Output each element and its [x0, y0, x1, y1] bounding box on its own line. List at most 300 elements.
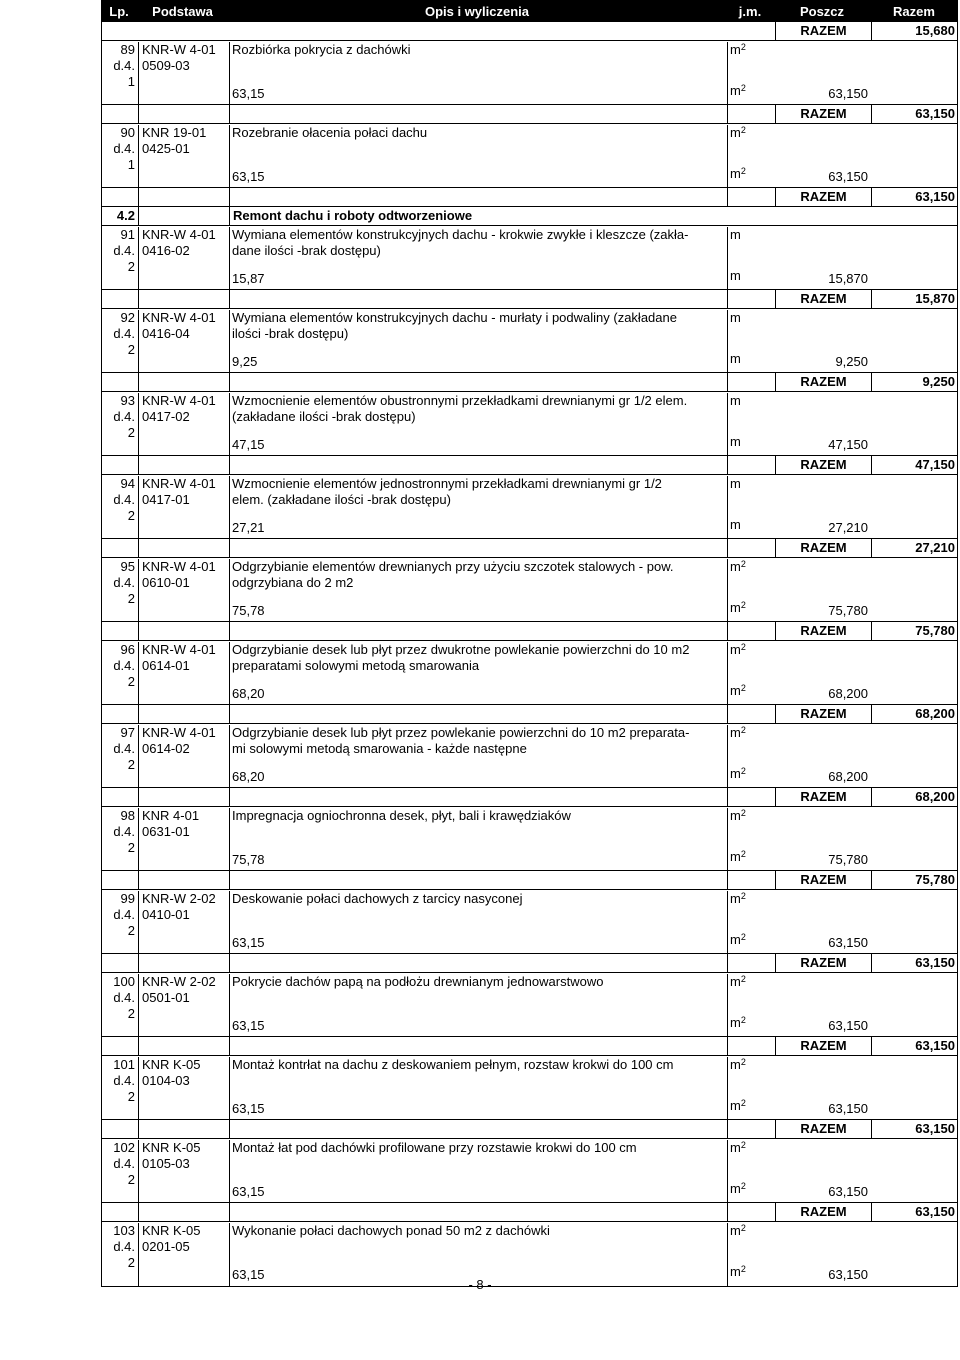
qty-spacer-1 — [102, 1015, 138, 1037]
table-row — [102, 642, 957, 724]
unit-text: m — [730, 974, 741, 989]
description-line-1: Pokrycie dachów papą na podłożu drewnianym jednowarstwowo — [232, 974, 604, 989]
row-total — [102, 1036, 957, 1055]
calculation-unit-superscript: 2 — [740, 83, 746, 93]
row-total — [102, 1202, 957, 1221]
unit-text: m — [730, 1140, 741, 1155]
table-row — [102, 125, 957, 207]
razem-value: 75,780 — [871, 622, 959, 640]
calculation-unit — [727, 1181, 775, 1203]
razem-spacer — [102, 954, 775, 972]
row-total — [102, 1119, 957, 1138]
row-number-sub: d.4. — [113, 741, 135, 756]
calculation-unit-text: m — [730, 1181, 741, 1196]
poszcz-value: 63,150 — [828, 169, 868, 184]
row-number-sub: d.4. — [113, 492, 135, 507]
razem-value: 15,680 — [871, 22, 959, 40]
basis-code-1: KNR-W 4-01 — [142, 310, 216, 325]
qty-spacer-2 — [138, 1181, 229, 1203]
qty-spacer-3 — [871, 1015, 959, 1037]
razem-label: RAZEM — [775, 1037, 871, 1055]
calculation-unit — [727, 83, 775, 105]
row-number-main: 93 — [120, 393, 135, 408]
row-number-main: 96 — [120, 642, 135, 657]
basis-code-2: 0105-03 — [142, 1156, 190, 1171]
calculation-value: 47,15 — [232, 437, 265, 452]
table-row — [102, 808, 957, 890]
calculation-row — [102, 83, 957, 105]
razem-spacer — [102, 705, 775, 723]
calculation-value: 63,15 — [232, 935, 265, 950]
description-line-1: Odgrzybianie desek lub płyt przez dwukrotne powlekanie powierzchni do 10 m2 — [232, 642, 690, 657]
qty-spacer-2 — [138, 1098, 229, 1120]
razem-spacer — [102, 871, 775, 889]
page-number: - 8 - — [468, 1277, 492, 1292]
row-main — [102, 559, 957, 606]
unit-text: m — [730, 642, 741, 657]
row-number-sub: d.4. — [113, 1156, 135, 1171]
header-lp: Lp. — [109, 3, 129, 19]
basis-code-2: 0614-02 — [142, 741, 190, 756]
qty-spacer-1 — [102, 1181, 138, 1203]
calculation-value: 68,20 — [232, 769, 265, 784]
calculation-unit-text: m — [730, 1098, 741, 1113]
calculation-row — [102, 351, 957, 373]
row-main — [102, 1140, 957, 1187]
unit-superscript: 2 — [740, 725, 746, 735]
cost-estimate-table — [101, 0, 958, 1287]
calculation-unit-superscript: 2 — [740, 683, 746, 693]
row-total — [102, 621, 957, 640]
poszcz-value: 68,200 — [828, 686, 868, 701]
description-line-2: dane ilości -brak dostępu) — [232, 243, 381, 258]
row-number-sub: d.4. — [113, 575, 135, 590]
unit-superscript: 2 — [740, 559, 746, 569]
row-number-main: 92 — [120, 310, 135, 325]
row-main — [102, 476, 957, 523]
qty-spacer-3 — [871, 849, 959, 871]
basis-code-1: KNR-W 4-01 — [142, 42, 216, 57]
qty-spacer-1 — [102, 849, 138, 871]
unit-text: m — [730, 310, 741, 325]
calculation-unit — [727, 166, 775, 188]
row-main — [102, 227, 957, 274]
razem-label: RAZEM — [775, 1203, 871, 1221]
calculation-unit — [727, 268, 775, 290]
calculation-unit-text: m — [730, 434, 741, 449]
row-number-main: 103 — [113, 1223, 135, 1238]
razem-label: RAZEM — [775, 290, 871, 308]
qty-spacer-2 — [138, 932, 229, 954]
razem-spacer — [102, 105, 775, 123]
poszcz-value: 63,150 — [828, 1267, 868, 1282]
basis-code-2: 0614-01 — [142, 658, 190, 673]
row-number-sub2: 2 — [127, 591, 135, 606]
calculation-unit — [727, 849, 775, 871]
description-line-2: odgrzybiana do 2 m2 — [232, 575, 354, 590]
calculation-unit-text: m — [730, 268, 741, 283]
description-line-1: Rozebranie ołacenia połaci dachu — [232, 125, 428, 140]
row-number-sub2: 2 — [127, 425, 135, 440]
description-line-1: Wykonanie połaci dachowych ponad 50 m2 z dachówki — [232, 1223, 550, 1238]
basis-code-1: KNR-W 2-02 — [142, 974, 216, 989]
razem-spacer — [102, 1120, 775, 1138]
row-number-sub2: 2 — [127, 923, 135, 938]
calculation-value: 63,15 — [232, 1184, 265, 1199]
razem-value: 9,250 — [871, 373, 959, 391]
description-line-2: preparatami solowymi metodą smarowania — [232, 658, 480, 673]
qty-spacer-3 — [871, 600, 959, 622]
poszcz-value: 68,200 — [828, 769, 868, 784]
row-number-main: 97 — [120, 725, 135, 740]
unit-superscript: 2 — [740, 891, 746, 901]
header-razem: Razem — [893, 3, 935, 19]
poszcz-value: 75,780 — [828, 852, 868, 867]
razem-value: 63,150 — [871, 1037, 959, 1055]
poszcz-value: 63,150 — [828, 86, 868, 101]
header-podstawa: Podstawa — [152, 3, 213, 19]
calculation-unit-text: m — [730, 849, 741, 864]
qty-spacer-2 — [138, 600, 229, 622]
row-number-sub: d.4. — [113, 990, 135, 1005]
row-total — [102, 538, 957, 557]
razem-spacer — [102, 622, 775, 640]
row-number-sub: d.4. — [113, 1239, 135, 1254]
qty-spacer-2 — [138, 517, 229, 539]
basis-code-2: 0201-05 — [142, 1239, 190, 1254]
table-row — [102, 310, 957, 392]
qty-spacer-2 — [138, 434, 229, 456]
qty-spacer-3 — [871, 517, 959, 539]
row-main — [102, 808, 957, 855]
row-main — [102, 310, 957, 357]
row-number-sub2: 2 — [127, 342, 135, 357]
calculation-value: 63,15 — [232, 1267, 265, 1282]
description-line-1: Montaż kontrłat na dachu z deskowaniem pełnym, rozstaw krokwi do 100 cm — [232, 1057, 674, 1072]
razem-value: 63,150 — [871, 188, 959, 206]
unit-superscript: 2 — [740, 974, 746, 984]
row-number-main: 99 — [120, 891, 135, 906]
razem-label: RAZEM — [775, 105, 871, 123]
poszcz-value: 47,150 — [828, 437, 868, 452]
qty-spacer-2 — [138, 83, 229, 105]
razem-label: RAZEM — [775, 954, 871, 972]
calculation-row — [102, 683, 957, 705]
unit-text: m — [730, 476, 741, 491]
razem-spacer — [102, 1203, 775, 1221]
row-number-sub2: 2 — [127, 1089, 135, 1104]
row-number-sub: d.4. — [113, 243, 135, 258]
row-main — [102, 1057, 957, 1104]
row-total — [102, 289, 957, 308]
calculation-value: 27,21 — [232, 520, 265, 535]
table-body — [101, 22, 958, 1287]
row-main — [102, 1223, 957, 1270]
poszcz-value: 63,150 — [828, 1184, 868, 1199]
qty-spacer-1 — [102, 600, 138, 622]
unit-text: m — [730, 725, 741, 740]
razem-label: RAZEM — [775, 871, 871, 889]
row-number-sub: d.4. — [113, 141, 135, 156]
basis-code-1: KNR K-05 — [142, 1057, 201, 1072]
calculation-row — [102, 434, 957, 456]
basis-code-2: 0417-02 — [142, 409, 190, 424]
poszcz-value: 63,150 — [828, 935, 868, 950]
basis-code-1: KNR-W 2-02 — [142, 891, 216, 906]
qty-spacer-1 — [102, 683, 138, 705]
calculation-unit-superscript: 2 — [740, 1015, 746, 1025]
calculation-row — [102, 1015, 957, 1037]
calculation-unit-superscript: 2 — [740, 1264, 746, 1274]
unit-superscript: 2 — [740, 42, 746, 52]
razem-label: RAZEM — [775, 705, 871, 723]
row-number-sub2: 1 — [127, 157, 135, 172]
qty-spacer-1 — [102, 351, 138, 373]
qty-spacer-3 — [871, 268, 959, 290]
calculation-row — [102, 166, 957, 188]
calculation-unit-text: m — [730, 766, 741, 781]
row-number-main: 100 — [113, 974, 135, 989]
unit-text: m — [730, 393, 741, 408]
row-number-main: 101 — [113, 1057, 135, 1072]
unit-superscript: 2 — [740, 808, 746, 818]
calculation-value: 63,15 — [232, 1101, 265, 1116]
row-total — [102, 455, 957, 474]
calculation-unit-superscript: 2 — [740, 849, 746, 859]
calculation-unit-text: m — [730, 683, 741, 698]
basis-code-1: KNR-W 4-01 — [142, 725, 216, 740]
poszcz-value: 75,780 — [828, 603, 868, 618]
row-total — [102, 187, 957, 206]
basis-code-1: KNR K-05 — [142, 1140, 201, 1155]
qty-spacer-2 — [138, 766, 229, 788]
qty-spacer-1 — [102, 766, 138, 788]
calculation-unit-text: m — [730, 1264, 741, 1279]
unit-text: m — [730, 559, 741, 574]
description-line-1: Montaż łat pod dachówki profilowane przy rozstawie krokwi do 100 cm — [232, 1140, 637, 1155]
description-line-1: Wymiana elementów konstrukcyjnych dachu - krokwie zwykłe i kleszcze (zakła- — [232, 227, 689, 242]
table-row — [102, 42, 957, 124]
calculation-unit-text: m — [730, 166, 741, 181]
description-line-1: Deskowanie połaci dachowych z tarcicy nasyconej — [232, 891, 523, 906]
description-line-2: mi solowymi metodą smarowania - każde następne — [232, 741, 527, 756]
qty-spacer-3 — [871, 351, 959, 373]
calculation-value: 75,78 — [232, 603, 265, 618]
basis-code-2: 0416-02 — [142, 243, 190, 258]
calculation-row — [102, 1098, 957, 1120]
description-line-1: Rozbiórka pokrycia z dachówki — [232, 42, 411, 57]
qty-spacer-3 — [871, 166, 959, 188]
row-main — [102, 42, 957, 89]
basis-code-2: 0416-04 — [142, 326, 190, 341]
basis-code-2: 0410-01 — [142, 907, 190, 922]
calculation-unit — [727, 932, 775, 954]
row-number-main: 102 — [113, 1140, 135, 1155]
razem-value: 68,200 — [871, 788, 959, 806]
calculation-unit-superscript: 2 — [740, 600, 746, 610]
calculation-unit — [727, 351, 775, 373]
razem-label: RAZEM — [775, 22, 871, 40]
table-row — [102, 476, 957, 558]
row-main — [102, 725, 957, 772]
description-line-2: ilości -brak dostępu) — [232, 326, 349, 341]
calculation-value: 15,87 — [232, 271, 265, 286]
table-row — [102, 725, 957, 807]
basis-code-2: 0417-01 — [142, 492, 190, 507]
razem-label: RAZEM — [775, 622, 871, 640]
row-number-sub: d.4. — [113, 658, 135, 673]
basis-code-2: 0104-03 — [142, 1073, 190, 1088]
calculation-unit — [727, 517, 775, 539]
poszcz-value: 9,250 — [835, 354, 868, 369]
razem-value: 63,150 — [871, 1120, 959, 1138]
section-spacer — [138, 207, 229, 225]
row-number-main: 89 — [120, 42, 135, 57]
row-number-sub2: 1 — [127, 74, 135, 89]
header-opis: Opis i wyliczenia — [424, 3, 530, 19]
razem-label: RAZEM — [775, 788, 871, 806]
unit-text: m — [730, 1223, 741, 1238]
description-line-2: elem. (zakładane ilości -brak dostępu) — [232, 492, 451, 507]
razem-value: 15,870 — [871, 290, 959, 308]
description-line-1: Wymiana elementów konstrukcyjnych dachu - murłaty i podwaliny (zakładane — [232, 310, 677, 325]
row-total — [102, 372, 957, 391]
unit-text: m — [730, 808, 741, 823]
row-number-sub2: 2 — [127, 1255, 135, 1270]
basis-code-2: 0631-01 — [142, 824, 190, 839]
razem-value: 63,150 — [871, 954, 959, 972]
row-main — [102, 393, 957, 440]
row-main — [102, 891, 957, 938]
row-number-sub2: 2 — [127, 674, 135, 689]
basis-code-1: KNR 19-01 — [142, 125, 207, 140]
unit-superscript: 2 — [740, 125, 746, 135]
poszcz-value: 27,210 — [828, 520, 868, 535]
row-number-main: 98 — [120, 808, 135, 823]
razem-value: 68,200 — [871, 705, 959, 723]
table-row — [102, 1057, 957, 1139]
calculation-unit-superscript: 2 — [740, 932, 746, 942]
qty-spacer-3 — [871, 1181, 959, 1203]
row-number-main: 91 — [120, 227, 135, 242]
row-number-sub2: 2 — [127, 259, 135, 274]
calculation-row — [102, 766, 957, 788]
row-number-sub: d.4. — [113, 907, 135, 922]
razem-spacer — [102, 290, 775, 308]
row-number-sub: d.4. — [113, 326, 135, 341]
row-number-sub: d.4. — [113, 824, 135, 839]
table-row — [102, 1140, 957, 1222]
razem-label: RAZEM — [775, 373, 871, 391]
qty-spacer-3 — [871, 932, 959, 954]
table-row — [102, 227, 957, 309]
razem-label: RAZEM — [775, 1120, 871, 1138]
row-total — [102, 953, 957, 972]
qty-spacer-2 — [138, 166, 229, 188]
qty-spacer-1 — [102, 434, 138, 456]
basis-code-1: KNR-W 4-01 — [142, 393, 216, 408]
row-total — [102, 870, 957, 889]
qty-spacer-2 — [138, 351, 229, 373]
row-number-sub2: 2 — [127, 1172, 135, 1187]
calculation-unit-superscript: 2 — [740, 1098, 746, 1108]
calculation-value: 9,25 — [232, 354, 258, 369]
description-line-1: Wzmocnienie elementów obustronnymi przekładkami drewnianymi gr 1/2 elem. — [232, 393, 688, 408]
qty-spacer-1 — [102, 166, 138, 188]
calculation-unit-superscript: 2 — [740, 766, 746, 776]
row-number-sub: d.4. — [113, 58, 135, 73]
header-poszcz: Poszcz — [799, 3, 845, 19]
calculation-unit — [727, 1098, 775, 1120]
row-total — [102, 787, 957, 806]
basis-code-2: 0501-01 — [142, 990, 190, 1005]
basis-code-2: 0425-01 — [142, 141, 190, 156]
row-main — [102, 974, 957, 1021]
row-number-sub2: 2 — [127, 840, 135, 855]
razem-value: 63,150 — [871, 105, 959, 123]
row-number-sub: d.4. — [113, 409, 135, 424]
calculation-value: 68,20 — [232, 686, 265, 701]
calculation-value: 63,15 — [232, 169, 265, 184]
razem-spacer — [102, 456, 775, 474]
row-number-main: 95 — [120, 559, 135, 574]
razem-spacer — [102, 788, 775, 806]
unit-text: m — [730, 891, 741, 906]
table-row — [102, 393, 957, 475]
calculation-row — [102, 1181, 957, 1203]
calculation-unit — [727, 683, 775, 705]
calculation-unit-superscript: 2 — [740, 1181, 746, 1191]
unit-text: m — [730, 42, 741, 57]
calculation-row — [102, 600, 957, 622]
table-row — [102, 891, 957, 973]
row-number-main: 94 — [120, 476, 135, 491]
razem-label: RAZEM — [775, 456, 871, 474]
carried-total-row — [102, 22, 957, 41]
poszcz-value: 15,870 — [828, 271, 868, 286]
unit-superscript: 2 — [740, 1140, 746, 1150]
calculation-value: 63,15 — [232, 86, 265, 101]
poszcz-value: 63,150 — [828, 1101, 868, 1116]
calculation-unit-superscript: 2 — [740, 166, 746, 176]
razem-spacer — [102, 188, 775, 206]
razem-label: RAZEM — [775, 539, 871, 557]
razem-value: 75,780 — [871, 871, 959, 889]
calculation-unit-text: m — [730, 351, 741, 366]
razem-label: RAZEM — [775, 188, 871, 206]
calculation-unit — [727, 434, 775, 456]
poszcz-value: 63,150 — [828, 1018, 868, 1033]
basis-code-1: KNR K-05 — [142, 1223, 201, 1238]
calculation-unit-text: m — [730, 600, 741, 615]
razem-spacer — [102, 539, 775, 557]
calculation-unit — [727, 1015, 775, 1037]
row-number-sub2: 2 — [127, 508, 135, 523]
calculation-row — [102, 517, 957, 539]
basis-code-1: KNR-W 4-01 — [142, 559, 216, 574]
row-main — [102, 642, 957, 689]
qty-spacer-2 — [138, 268, 229, 290]
row-total — [102, 104, 957, 123]
unit-superscript: 2 — [740, 1223, 746, 1233]
basis-code-1: KNR-W 4-01 — [142, 476, 216, 491]
unit-text: m — [730, 125, 741, 140]
unit-text: m — [730, 227, 741, 242]
qty-spacer-1 — [102, 517, 138, 539]
calculation-row — [102, 268, 957, 290]
qty-spacer-1 — [102, 83, 138, 105]
calculation-value: 63,15 — [232, 1018, 265, 1033]
